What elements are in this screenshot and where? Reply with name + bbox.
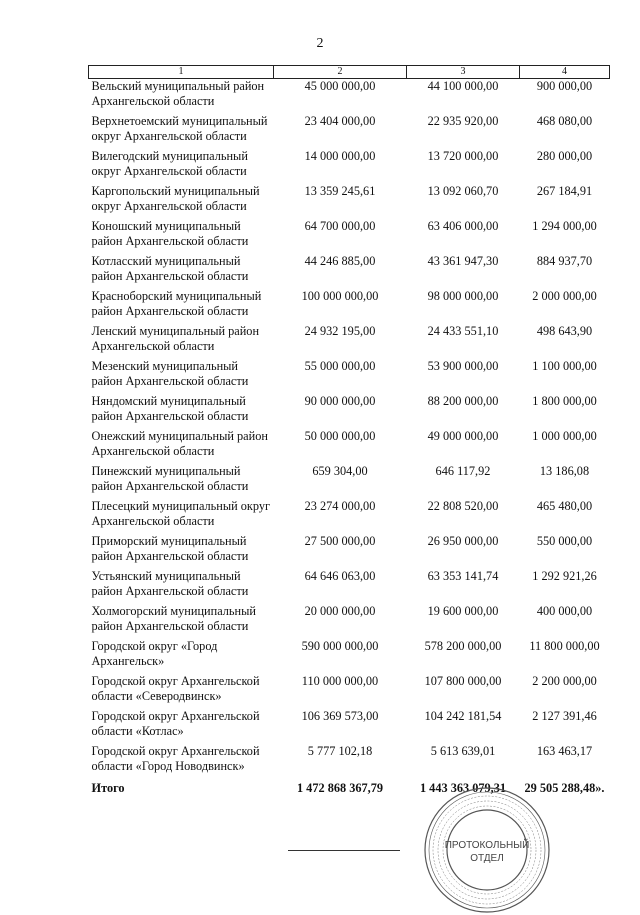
table-row <box>89 394 610 429</box>
amount-col2-cell: 106 369 573,00 <box>301 709 379 723</box>
amount-col3-cell: 24 433 551,10 <box>427 324 499 338</box>
amount-col4-cell: 884 937,70 <box>536 254 593 268</box>
amount-col3-cell: 13 092 060,70 <box>427 184 499 198</box>
table-row <box>89 324 610 359</box>
amount-col4-cell: 2 200 000,00 <box>532 674 597 688</box>
amount-col2-cell: 14 000 000,00 <box>304 149 376 163</box>
amount-col4-cell: 280 000,00 <box>536 149 593 163</box>
region-name-cell: Итого <box>91 781 125 795</box>
svg-text:ОТДЕЛ: ОТДЕЛ <box>470 853 504 864</box>
region-name-cell: Городской округ «Город Архангельск» <box>91 639 218 668</box>
table-row <box>89 289 610 324</box>
table-row <box>89 114 610 149</box>
amount-col3-cell: 49 000 000,00 <box>427 429 499 443</box>
header-col-1: 1 <box>89 66 274 79</box>
amount-col3-cell: 13 720 000,00 <box>427 149 499 163</box>
amount-col2-cell: 23 404 000,00 <box>304 114 376 128</box>
region-name-cell: Котласский муниципальный район Архангельской области <box>91 254 249 283</box>
table-row <box>89 674 610 709</box>
seal-stamp <box>422 785 552 915</box>
amount-col4-cell: 400 000,00 <box>536 604 593 618</box>
amount-col3-cell: 578 200 000,00 <box>424 639 502 653</box>
amount-col3-cell: 88 200 000,00 <box>427 394 499 408</box>
amount-col4-cell: 1 100 000,00 <box>532 359 597 373</box>
amount-col2-cell: 45 000 000,00 <box>304 79 376 93</box>
amount-col4-cell: 267 184,91 <box>536 184 593 198</box>
region-name-cell: Холмогорский муниципальный район Архангельской области <box>91 604 256 633</box>
table-row <box>89 744 610 779</box>
table-row <box>89 79 610 115</box>
table-row <box>89 149 610 184</box>
amount-col3-cell: 5 613 639,01 <box>430 744 496 758</box>
amount-col3-cell: 104 242 181,54 <box>424 709 502 723</box>
amount-col2-cell: 90 000 000,00 <box>304 394 376 408</box>
subsidy-table <box>88 65 610 801</box>
region-name-cell: Красноборский муниципальный район Архангельской области <box>91 289 262 318</box>
amount-col3-cell: 63 353 141,74 <box>427 569 499 583</box>
amount-col4-cell: 13 186,08 <box>539 464 590 478</box>
amount-col2-cell: 50 000 000,00 <box>304 429 376 443</box>
amount-col3-cell: 1 443 363 079,31 <box>419 781 507 795</box>
amount-col4-cell: 2 127 391,46 <box>532 709 597 723</box>
region-name-cell: Приморский муниципальный район Архангельской области <box>91 534 249 563</box>
amount-col2-cell: 590 000 000,00 <box>301 639 379 653</box>
table-row <box>89 534 610 569</box>
amount-col4-cell: 465 480,00 <box>536 499 593 513</box>
region-name-cell: Городской округ Архангельской области «Северодвинск» <box>91 674 260 703</box>
region-name-cell: Коношский муниципальный район Архангельской области <box>91 219 249 248</box>
amount-col4-cell: 900 000,00 <box>536 79 593 93</box>
region-name-cell: Онежский муниципальный район Архангельской области <box>91 429 268 458</box>
region-name-cell: Вельский муниципальный район Архангельской области <box>91 79 265 108</box>
region-name-cell: Няндомский муниципальный район Архангельской области <box>91 394 249 423</box>
amount-col2-cell: 55 000 000,00 <box>304 359 376 373</box>
region-name-cell: Ленский муниципальный район Архангельской области <box>91 324 260 353</box>
amount-col4-cell: 498 643,90 <box>536 324 593 338</box>
amount-col2-cell: 5 777 102,18 <box>307 744 373 758</box>
amount-col2-cell: 23 274 000,00 <box>304 499 376 513</box>
table-row <box>89 254 610 289</box>
table-row <box>89 219 610 254</box>
amount-col4-cell: 1 000 000,00 <box>532 429 597 443</box>
seal-text: ПРОТОКОЛЬНЫЙ <box>444 840 530 851</box>
table-row <box>89 184 610 219</box>
amount-col3-cell: 22 935 920,00 <box>427 114 499 128</box>
amount-col2-cell: 13 359 245,61 <box>304 184 376 198</box>
amount-col2-cell: 20 000 000,00 <box>304 604 376 618</box>
amount-col3-cell: 44 100 000,00 <box>427 79 499 93</box>
table-row <box>89 709 610 744</box>
header-row <box>89 66 610 79</box>
amount-col3-cell: 646 117,92 <box>435 464 491 478</box>
region-name-cell: Городской округ Архангельской области «Город Новодвинск» <box>91 744 260 773</box>
header-col-3: 3 <box>407 66 520 79</box>
region-name-cell: Городской округ Архангельской области «Котлас» <box>91 709 260 738</box>
amount-col4-cell: 1 294 000,00 <box>532 219 597 233</box>
region-name-cell: Пинежский муниципальный район Архангельской области <box>91 464 249 493</box>
table-row <box>89 429 610 464</box>
region-name-cell: Вилегодский муниципальный округ Архангельской области <box>91 149 248 178</box>
amount-col3-cell: 19 600 000,00 <box>427 604 499 618</box>
amount-col4-cell: 1 800 000,00 <box>532 394 597 408</box>
amount-col4-cell: 2 000 000,00 <box>532 289 597 303</box>
region-name-cell: Плесецкий муниципальный округ Архангельской области <box>91 499 271 528</box>
amount-col2-cell: 64 700 000,00 <box>304 219 376 233</box>
region-name-cell: Каргопольский муниципальный округ Архангельской области <box>91 184 260 213</box>
region-name-cell: Верхнетоемский муниципальный округ Архангельской области <box>91 114 268 143</box>
amount-col3-cell: 98 000 000,00 <box>427 289 499 303</box>
amount-col4-cell: 550 000,00 <box>536 534 593 548</box>
amount-col3-cell: 43 361 947,30 <box>427 254 499 268</box>
table-row <box>89 499 610 534</box>
amount-col2-cell: 64 646 063,00 <box>304 569 376 583</box>
amount-col2-cell: 27 500 000,00 <box>304 534 376 548</box>
amount-col3-cell: 53 900 000,00 <box>427 359 499 373</box>
region-name-cell: Мезенский муниципальный район Архангельской области <box>91 359 249 388</box>
amount-col4-cell: 11 800 000,00 <box>529 639 600 653</box>
amount-col2-cell: 44 246 885,00 <box>304 254 376 268</box>
amount-col3-cell: 63 406 000,00 <box>427 219 499 233</box>
amount-col4-cell: 29 505 288,48». <box>524 781 605 795</box>
amount-col3-cell: 107 800 000,00 <box>424 674 502 688</box>
table-row <box>89 464 610 499</box>
table-row <box>89 639 610 674</box>
amount-col4-cell: 468 080,00 <box>536 114 593 128</box>
amount-col3-cell: 22 808 520,00 <box>427 499 499 513</box>
header-col-2: 2 <box>274 66 407 79</box>
amount-col3-cell: 26 950 000,00 <box>427 534 499 548</box>
region-name-cell: Устьянский муниципальный район Архангельской области <box>91 569 249 598</box>
table-row <box>89 604 610 639</box>
amount-col2-cell: 24 932 195,00 <box>304 324 376 338</box>
amount-col4-cell: 1 292 921,26 <box>532 569 597 583</box>
amount-col2-cell: 1 472 868 367,79 <box>296 781 384 795</box>
table-row <box>89 359 610 394</box>
amount-col2-cell: 110 000 000,00 <box>301 674 379 688</box>
signature-line <box>288 850 400 851</box>
amount-col2-cell: 659 304,00 <box>312 464 368 478</box>
table-row <box>89 569 610 604</box>
header-col-4: 4 <box>520 66 610 79</box>
amount-col2-cell: 100 000 000,00 <box>301 289 379 303</box>
page-number: 2 <box>316 36 324 51</box>
amount-col4-cell: 163 463,17 <box>536 744 593 758</box>
